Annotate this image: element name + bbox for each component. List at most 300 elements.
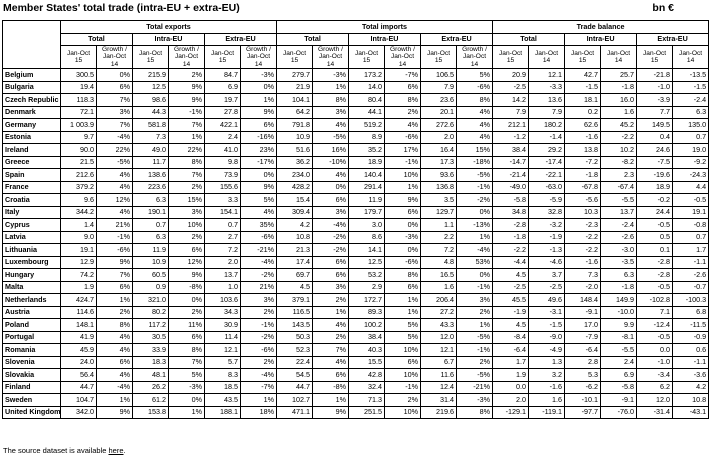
value-cell: 1% (241, 94, 277, 107)
value-cell: 8% (169, 156, 205, 169)
value-cell: -1.1 (673, 256, 709, 269)
value-cell: 0% (241, 81, 277, 94)
value-cell: 0.7 (133, 219, 169, 232)
country-header (3, 21, 61, 69)
value-cell: 35.2 (349, 144, 385, 157)
value-cell: -3% (313, 69, 349, 82)
value-cell: 106.5 (421, 69, 457, 82)
value-cell: -1% (169, 106, 205, 119)
table-row (3, 319, 709, 332)
value-cell: 15.4 (277, 194, 313, 207)
value-cell: -3.0 (601, 244, 637, 257)
value-cell: 2.4 (601, 356, 637, 369)
value-cell: 72.1 (61, 106, 97, 119)
value-cell: 30.9 (205, 319, 241, 332)
table-body (3, 69, 709, 419)
value-cell: 212.6 (61, 169, 97, 182)
value-cell: 4.4 (673, 181, 709, 194)
value-cell: 18.1 (565, 94, 601, 107)
subgroup-header: Intra-EU (133, 33, 205, 46)
value-cell: -1% (457, 281, 493, 294)
table-row (3, 331, 709, 344)
value-cell: 279.7 (277, 69, 313, 82)
value-cell: 6% (97, 356, 133, 369)
value-cell: 1.7 (493, 356, 529, 369)
value-cell: 12.1 (421, 344, 457, 357)
value-cell: 98.6 (133, 94, 169, 107)
column-header: Growth / Jan-Oct 14 (169, 46, 205, 69)
value-cell: -1.8 (565, 169, 601, 182)
value-cell: 62.6 (565, 119, 601, 132)
value-cell: 1% (457, 319, 493, 332)
value-cell: 422.1 (205, 119, 241, 132)
value-cell: 379.1 (277, 294, 313, 307)
column-header: Jan-Oct 14 (529, 46, 565, 69)
value-cell: 4% (385, 119, 421, 132)
subgroup-header: Total (61, 33, 133, 46)
value-cell: 7% (97, 119, 133, 132)
value-cell: 6.2 (637, 381, 673, 394)
value-cell: 64.2 (277, 106, 313, 119)
table-row (3, 406, 709, 419)
value-cell: 16.0 (601, 94, 637, 107)
table-row (3, 119, 709, 132)
value-cell: -7.9 (565, 331, 601, 344)
value-cell: -2.2 (565, 244, 601, 257)
value-cell: -2.5 (493, 81, 529, 94)
country-cell: Ireland (3, 144, 61, 157)
country-cell: Portugal (3, 331, 61, 344)
value-cell: -2.8 (637, 256, 673, 269)
value-cell: 0.4 (637, 131, 673, 144)
column-header: Growth / Jan-Oct 14 (241, 46, 277, 69)
value-cell: 116.5 (277, 306, 313, 319)
value-cell: 7.9 (493, 106, 529, 119)
table-row (3, 244, 709, 257)
value-cell: 6% (313, 256, 349, 269)
value-cell: 6.3 (673, 106, 709, 119)
value-cell: 0% (169, 294, 205, 307)
value-cell: -2% (241, 269, 277, 282)
value-cell: 43.5 (205, 394, 241, 407)
value-cell: 44.7 (61, 381, 97, 394)
value-cell: -2% (241, 331, 277, 344)
column-header: Jan-Oct 15 (133, 46, 169, 69)
value-cell: 15% (169, 194, 205, 207)
value-cell: 3% (313, 281, 349, 294)
value-cell: 10% (385, 169, 421, 182)
value-cell: -5.5 (601, 194, 637, 207)
value-cell: 2.0 (493, 394, 529, 407)
value-cell: 3% (457, 294, 493, 307)
value-cell: 6% (241, 119, 277, 132)
country-cell: Greece (3, 156, 61, 169)
value-cell: 1% (385, 306, 421, 319)
value-cell: -2.5 (493, 281, 529, 294)
value-cell: -100.3 (673, 294, 709, 307)
value-cell: -1% (457, 344, 493, 357)
value-cell: 9% (169, 94, 205, 107)
value-cell: -76.0 (601, 406, 637, 419)
value-cell: 16.4 (421, 144, 457, 157)
value-cell: 17% (385, 144, 421, 157)
value-cell: -21.4 (493, 169, 529, 182)
value-cell: 22% (97, 144, 133, 157)
value-cell: 6% (313, 269, 349, 282)
table-row (3, 394, 709, 407)
value-cell: -0.5 (637, 331, 673, 344)
value-cell: -13.5 (673, 69, 709, 82)
value-cell: 3.0 (349, 219, 385, 232)
value-cell: -1% (241, 319, 277, 332)
value-cell: 4% (457, 106, 493, 119)
column-header-row (3, 46, 709, 69)
subgroup-header: Total (493, 33, 565, 46)
value-cell: 8% (385, 269, 421, 282)
country-cell: Lithuania (3, 244, 61, 257)
value-cell: -67.8 (565, 181, 601, 194)
value-cell: 0% (241, 169, 277, 182)
value-cell: 14.1 (349, 244, 385, 257)
value-cell: 10% (385, 369, 421, 382)
value-cell: 1% (385, 181, 421, 194)
value-cell: 12.0 (637, 394, 673, 407)
country-cell: Czech Republic (3, 94, 61, 107)
table-row (3, 194, 709, 207)
value-cell: 2% (169, 181, 205, 194)
value-cell: 215.9 (133, 69, 169, 82)
value-cell: -6% (241, 231, 277, 244)
value-cell: 8% (385, 94, 421, 107)
value-cell: -10.1 (565, 394, 601, 407)
value-cell: 10.2 (601, 144, 637, 157)
value-cell: -49.0 (493, 181, 529, 194)
value-cell: 154.1 (205, 206, 241, 219)
value-cell: 9.7 (61, 131, 97, 144)
value-cell: 7% (169, 356, 205, 369)
value-cell: 2% (457, 356, 493, 369)
value-cell: 155.6 (205, 181, 241, 194)
value-cell: 24.6 (637, 144, 673, 157)
country-cell: Cyprus (3, 219, 61, 232)
value-cell: 21.5 (61, 156, 97, 169)
value-cell: 25.7 (601, 69, 637, 82)
value-cell: 27.8 (205, 106, 241, 119)
table-row (3, 356, 709, 369)
value-cell: -1.1 (673, 356, 709, 369)
value-cell: -12.4 (637, 319, 673, 332)
value-cell: 12.0 (421, 331, 457, 344)
value-cell: -1.0 (637, 81, 673, 94)
value-cell: 26.2 (133, 381, 169, 394)
value-cell: -17.4 (529, 156, 565, 169)
country-cell: Netherlands (3, 294, 61, 307)
column-header: Growth / Jan-Oct 14 (97, 46, 133, 69)
value-cell: 15% (457, 144, 493, 157)
value-cell: 104.7 (61, 394, 97, 407)
value-cell: 5% (385, 319, 421, 332)
value-cell: 21.9 (277, 81, 313, 94)
value-cell: 179.7 (349, 206, 385, 219)
value-cell: 2% (313, 294, 349, 307)
value-cell: -2% (313, 231, 349, 244)
value-cell: 80.2 (133, 306, 169, 319)
value-cell: -5.9 (529, 194, 565, 207)
table-row (3, 69, 709, 82)
value-cell: 7.9 (421, 81, 457, 94)
value-cell: -7.2 (565, 156, 601, 169)
value-cell: -3% (385, 231, 421, 244)
value-cell: 188.1 (205, 406, 241, 419)
value-cell: 4.2 (673, 381, 709, 394)
value-cell: 321.0 (133, 294, 169, 307)
value-cell: 24.0 (61, 356, 97, 369)
value-cell: 4% (313, 319, 349, 332)
value-cell: 1.6 (601, 106, 637, 119)
value-cell: 3% (313, 106, 349, 119)
country-cell: Slovenia (3, 356, 61, 369)
country-cell: Sweden (3, 394, 61, 407)
value-cell: 0.2 (565, 106, 601, 119)
value-cell: -1.5 (565, 81, 601, 94)
value-cell: 6% (385, 81, 421, 94)
value-cell: 1 003.9 (61, 119, 97, 132)
value-cell: 9% (97, 256, 133, 269)
value-cell: 9.9 (601, 319, 637, 332)
value-cell: -2.3 (565, 219, 601, 232)
value-cell: 117.2 (133, 319, 169, 332)
value-cell: 153.8 (133, 406, 169, 419)
value-cell: 3% (313, 206, 349, 219)
value-cell: -8.4 (493, 331, 529, 344)
value-cell: 6% (313, 194, 349, 207)
value-cell: 23.6 (421, 94, 457, 107)
value-cell: -4.6 (529, 256, 565, 269)
value-cell: 519.2 (349, 119, 385, 132)
value-cell: 27.2 (421, 306, 457, 319)
value-cell: 10.9 (133, 256, 169, 269)
value-cell: 35% (241, 219, 277, 232)
value-cell: 0.0 (493, 381, 529, 394)
value-cell: -1% (97, 231, 133, 244)
value-cell: 5% (169, 369, 205, 382)
column-header: Jan-Oct 14 (601, 46, 637, 69)
value-cell: -1.3 (529, 244, 565, 257)
value-cell: 6.3 (601, 269, 637, 282)
value-cell: 136.8 (421, 181, 457, 194)
value-cell: 8.3 (205, 369, 241, 382)
value-cell: 172.7 (349, 294, 385, 307)
table-row (3, 344, 709, 357)
value-cell: -16% (241, 131, 277, 144)
value-cell: 4.8 (421, 256, 457, 269)
value-cell: 15.5 (349, 356, 385, 369)
value-cell: -5.8 (601, 381, 637, 394)
value-cell: 1% (169, 406, 205, 419)
value-cell: 21.3 (277, 244, 313, 257)
value-cell: -2.4 (673, 94, 709, 107)
value-cell: 11.7 (133, 156, 169, 169)
value-cell: 9% (169, 269, 205, 282)
value-cell: 12% (97, 194, 133, 207)
value-cell: 1.7 (673, 244, 709, 257)
value-cell: -7% (385, 69, 421, 82)
source-text: The source dataset is available (3, 446, 109, 455)
value-cell: 48.1 (133, 369, 169, 382)
value-cell: 180.2 (529, 119, 565, 132)
value-cell: 11.9 (133, 244, 169, 257)
table-row (3, 256, 709, 269)
column-header: Growth / Jan-Oct 14 (457, 46, 493, 69)
value-cell: -8.2 (601, 156, 637, 169)
value-cell: 309.4 (277, 206, 313, 219)
country-cell: France (3, 181, 61, 194)
country-cell: Hungary (3, 269, 61, 282)
value-cell: 4.5 (493, 269, 529, 282)
value-cell: 22% (169, 144, 205, 157)
value-cell: 8% (97, 319, 133, 332)
value-cell: 20.1 (421, 106, 457, 119)
value-cell: 34.3 (205, 306, 241, 319)
value-cell: -2.8 (637, 269, 673, 282)
value-cell: 1% (241, 394, 277, 407)
value-cell: 0.7 (673, 131, 709, 144)
value-cell: 7.2 (421, 244, 457, 257)
column-header: Jan-Oct 15 (637, 46, 673, 69)
value-cell: 1% (457, 231, 493, 244)
value-cell: 5.7 (205, 356, 241, 369)
value-cell: 32.4 (349, 381, 385, 394)
value-cell: 19.7 (205, 94, 241, 107)
value-cell: 1.1 (421, 219, 457, 232)
column-header: Growth / Jan-Oct 14 (313, 46, 349, 69)
value-cell: -2.5 (529, 281, 565, 294)
value-cell: 20.9 (493, 69, 529, 82)
subgroup-header: Extra-EU (421, 33, 493, 46)
table-row (3, 306, 709, 319)
value-cell: 12% (169, 256, 205, 269)
source-link[interactable]: here (108, 446, 124, 455)
value-cell: -5% (97, 156, 133, 169)
value-cell: 0% (385, 244, 421, 257)
value-cell: -4% (97, 131, 133, 144)
country-cell: Spain (3, 169, 61, 182)
table-row (3, 231, 709, 244)
value-cell: -1.0 (637, 356, 673, 369)
value-cell: -9.2 (673, 156, 709, 169)
value-cell: -2.2 (601, 131, 637, 144)
value-cell: 6% (385, 281, 421, 294)
value-cell: 11.6 (421, 369, 457, 382)
value-cell: 7.3 (565, 269, 601, 282)
value-cell: 52.3 (277, 344, 313, 357)
value-cell: 7% (169, 169, 205, 182)
value-cell: -3.5 (601, 256, 637, 269)
value-cell: -3% (457, 394, 493, 407)
country-cell: Italy (3, 206, 61, 219)
column-header: Jan-Oct 15 (565, 46, 601, 69)
value-cell: 49.6 (529, 294, 565, 307)
value-cell: 4% (97, 181, 133, 194)
value-cell: -3% (241, 69, 277, 82)
value-cell: 6% (97, 81, 133, 94)
value-cell: 49.0 (133, 144, 169, 157)
value-cell: -21% (241, 244, 277, 257)
value-cell: -6% (385, 131, 421, 144)
value-cell: 9% (241, 181, 277, 194)
value-cell: -5% (457, 331, 493, 344)
value-cell: -18% (457, 156, 493, 169)
value-cell: -102.8 (637, 294, 673, 307)
column-header: Jan-Oct 15 (277, 46, 313, 69)
value-cell: 1% (313, 81, 349, 94)
value-cell: 149.9 (601, 294, 637, 307)
value-cell: -6% (385, 256, 421, 269)
value-cell: -8% (169, 281, 205, 294)
value-cell: 1.3 (529, 356, 565, 369)
table-row (3, 369, 709, 382)
value-cell: 0.0 (637, 344, 673, 357)
value-cell: 9.6 (61, 194, 97, 207)
trade-table (2, 20, 709, 419)
value-cell: -21% (457, 381, 493, 394)
value-cell: -3.1 (529, 306, 565, 319)
value-cell: 2.7 (205, 231, 241, 244)
value-cell: 22.4 (277, 356, 313, 369)
value-cell: 19.1 (61, 244, 97, 257)
value-cell: 4% (313, 119, 349, 132)
value-cell: 3.7 (529, 269, 565, 282)
value-cell: 8% (313, 94, 349, 107)
value-cell: -0.8 (673, 219, 709, 232)
value-cell: 1.9 (61, 281, 97, 294)
value-cell: 50.3 (277, 331, 313, 344)
value-cell: 18.3 (133, 356, 169, 369)
column-header: Growth / Jan-Oct 14 (385, 46, 421, 69)
value-cell: 18.5 (205, 381, 241, 394)
value-cell: 5% (385, 331, 421, 344)
value-cell: -3.3 (529, 81, 565, 94)
value-cell: -1.6 (565, 131, 601, 144)
table-row (3, 381, 709, 394)
value-cell: 18% (241, 406, 277, 419)
value-cell: 6.3 (133, 231, 169, 244)
column-header: Jan-Oct 15 (349, 46, 385, 69)
country-cell: Slovakia (3, 369, 61, 382)
value-cell: -4% (241, 369, 277, 382)
value-cell: -0.2 (637, 194, 673, 207)
value-cell: -6% (97, 244, 133, 257)
value-cell: 44.3 (133, 106, 169, 119)
value-cell: 9% (313, 406, 349, 419)
table-row (3, 156, 709, 169)
column-header: Jan-Oct 15 (493, 46, 529, 69)
value-cell: 45.9 (61, 344, 97, 357)
source-suffix: . (123, 446, 126, 455)
table-row (3, 106, 709, 119)
value-cell: 19.1 (673, 206, 709, 219)
value-cell: 4% (97, 344, 133, 357)
value-cell: 12.9 (61, 256, 97, 269)
value-cell: 135.0 (673, 119, 709, 132)
value-cell: 14.0 (349, 81, 385, 94)
value-cell: -67.4 (601, 181, 637, 194)
value-cell: 45.2 (601, 119, 637, 132)
value-cell: 3.2 (529, 369, 565, 382)
value-cell: -3.2 (529, 219, 565, 232)
country-cell: Croatia (3, 194, 61, 207)
value-cell: 0% (457, 206, 493, 219)
